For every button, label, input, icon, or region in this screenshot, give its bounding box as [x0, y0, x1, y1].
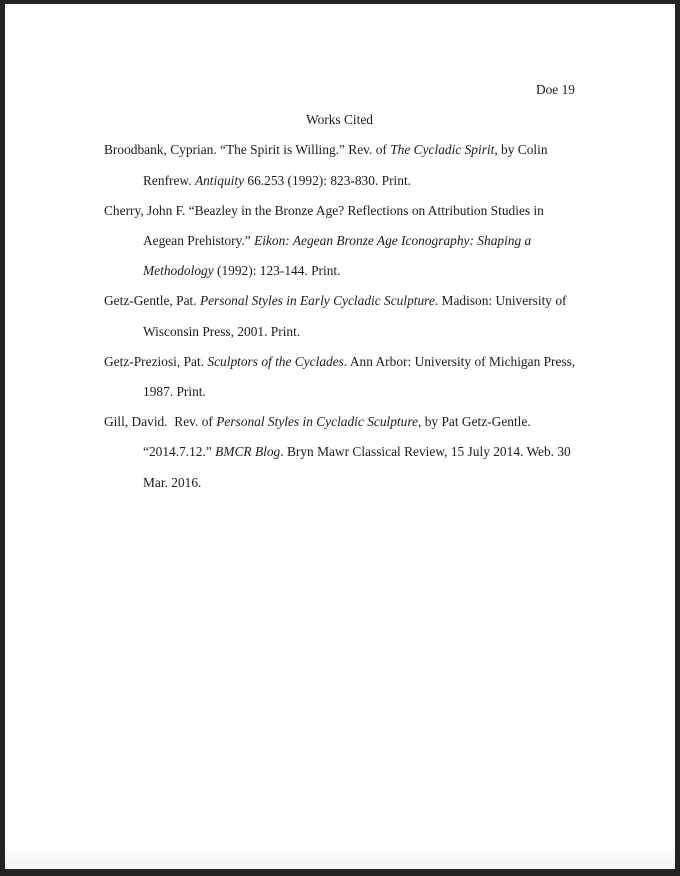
citation-text: Gill, David. Rev. of: [104, 414, 217, 430]
citation-line: [104, 256, 575, 286]
citation-text: Aegean Prehistory.”: [143, 233, 255, 249]
work-title-italic: Antiquity: [194, 172, 245, 188]
citation-text: “2014.7.12.”: [143, 444, 216, 460]
citation-entry: [104, 135, 575, 195]
citation-entry: [104, 286, 575, 346]
work-title-italic: Eikon: Aegean Bronze Age Iconography: Shaping a: [254, 233, 532, 249]
citation-entry: [104, 407, 575, 498]
citation-line: [104, 135, 575, 165]
page-title: Works Cited: [306, 112, 373, 128]
citation-text: Broodbank, Cyprian. “The Spirit is Willing.” Rev. of: [104, 142, 391, 158]
citation-text: Getz-Gentle, Pat.: [104, 293, 200, 309]
citation-list: [104, 135, 575, 497]
citation-text: (1992): 123-144. Print.: [213, 263, 341, 279]
citation-text: Renfrew.: [143, 172, 195, 188]
citation-text: Mar. 2016.: [143, 474, 202, 490]
work-title-italic: Sculptors of the Cyclades: [207, 353, 344, 369]
work-title-italic: The Cycladic Spirit: [390, 142, 495, 158]
work-title-italic: Personal Styles in Early Cycladic Sculpture: [199, 293, 435, 309]
citation-line: [104, 317, 575, 347]
citation-text: . Bryn Mawr Classical Review, 15 July 2014. Web. 30: [280, 444, 571, 460]
citation-text: , by Colin: [494, 142, 548, 158]
citation-line: [104, 377, 575, 407]
citation-text: . Ann Arbor: University of Michigan Press,: [343, 353, 576, 369]
work-title-italic: Personal Styles in Cycladic Sculpture: [216, 414, 419, 430]
citation-text: 1987. Print.: [143, 384, 206, 400]
citation-line: [104, 286, 575, 316]
citation-line: [104, 196, 575, 226]
citation-text: , by Pat Getz-Gentle.: [418, 414, 531, 430]
citation-line: [104, 437, 575, 467]
citation-entry: [104, 347, 575, 407]
citation-text: 66.253 (1992): 823-830. Print.: [244, 172, 412, 188]
citation-line: [104, 166, 575, 196]
citation-text: Getz-Preziosi, Pat.: [104, 353, 208, 369]
work-title-italic: BMCR Blog: [215, 444, 281, 460]
citation-line: [104, 468, 575, 498]
citation-line: [104, 347, 575, 377]
citation-line: [104, 407, 575, 437]
page-content: [104, 75, 575, 498]
citation-line: [104, 226, 575, 256]
running-header-page-number: Doe 19: [535, 82, 575, 97]
citation-entry: [104, 196, 575, 287]
citation-text: Wisconsin Press, 2001. Print.: [143, 323, 301, 339]
work-title-italic: Methodology: [143, 263, 214, 279]
citation-text: Cherry, John F. “Beazley in the Bronze Age? Reflections on Attribution Studies in: [104, 202, 544, 218]
page-bottom-edge-shading: [5, 848, 675, 869]
citation-text: . Madison: University of: [434, 293, 567, 309]
document-page: [5, 4, 675, 869]
